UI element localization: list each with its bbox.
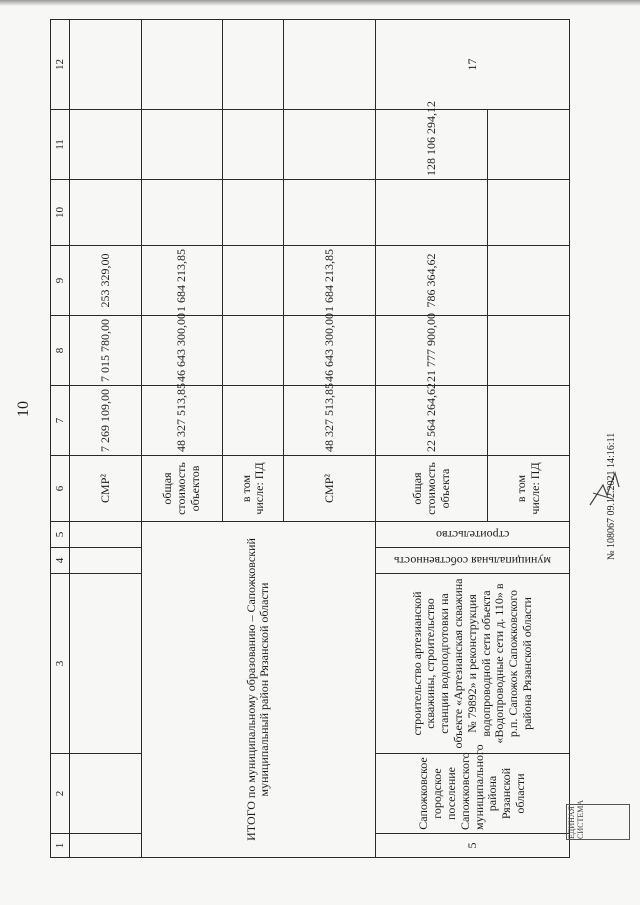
col-number: 2: [51, 754, 70, 834]
cell-value: 21 777 900,00: [376, 316, 488, 386]
cell-value: [70, 20, 141, 110]
col-number: 9: [51, 246, 70, 316]
cell-value: [284, 20, 376, 110]
cell-value: 7 269 109,00: [70, 386, 141, 456]
budget-table: [50, 19, 570, 858]
cell-value: [141, 180, 223, 246]
cell-value: 48 327 513,85: [284, 386, 376, 456]
cell-value: [488, 316, 570, 386]
cell-value: [223, 246, 284, 316]
table-row: [376, 20, 488, 858]
col-number: 5: [51, 522, 70, 548]
cell-value: [223, 386, 284, 456]
document-footer: № 108067 09.12.2021 14:16:11: [606, 432, 617, 560]
cell-value: [141, 110, 223, 180]
col-number: 3: [51, 574, 70, 754]
municipality-cell: Сапожковское городское поселение Сапожковского муниципального района Рязанской области: [376, 754, 570, 834]
cell-value: 48 327 513,85: [141, 386, 223, 456]
scan-edge: [0, 0, 640, 6]
cell-type: общая стоимость объектов: [141, 456, 223, 522]
cell-type: в том числе: ПД: [223, 456, 284, 522]
cell-value: 17: [376, 20, 570, 110]
cell-value: 22 564 264,62: [376, 386, 488, 456]
cell-type: СМР²: [70, 456, 141, 522]
cell-value: [284, 110, 376, 180]
cell-value: [376, 180, 488, 246]
col-number: 1: [51, 834, 70, 858]
cell-value: 1 684 213,85: [284, 246, 376, 316]
row-number: 5: [376, 834, 570, 858]
cell-value: 46 643 300,00: [141, 316, 223, 386]
cell-type: СМР²: [284, 456, 376, 522]
cell-value: [488, 386, 570, 456]
cell-value: [284, 180, 376, 246]
col-number: 11: [51, 110, 70, 180]
cell-value: [141, 20, 223, 110]
registry-stamp: [566, 799, 630, 840]
signature-mark: [585, 465, 625, 515]
work-type-cell: [376, 522, 570, 548]
col-number: 4: [51, 548, 70, 574]
work-type-text: строительство: [435, 528, 510, 543]
ownership-cell: [376, 548, 570, 574]
ownership-text: муниципальная собственность: [394, 554, 552, 569]
rotated-sheet: [50, 30, 570, 858]
cell-value: [223, 180, 284, 246]
col-number: 10: [51, 180, 70, 246]
page-number: 10: [15, 401, 32, 417]
col-number: 8: [51, 316, 70, 386]
cell-value: 253 329,00: [70, 246, 141, 316]
table-row: [141, 20, 223, 858]
cell-value: 1 684 213,85: [141, 246, 223, 316]
cell-value: 786 364,62: [376, 246, 488, 316]
cell-value: [70, 110, 141, 180]
stamp-text: ЕДИНАЯ СИСТЕМА: [567, 799, 585, 839]
col-number: 7: [51, 386, 70, 456]
cell-value: [223, 110, 284, 180]
cell-value: [488, 110, 570, 180]
cell-value: [223, 316, 284, 386]
cell-value: [70, 180, 141, 246]
cell-value: 7 015 780,00: [70, 316, 141, 386]
col-number: 6: [51, 456, 70, 522]
cell-type: общая стоимость объекта: [376, 456, 488, 522]
itogo-label: ИТОГО по муниципальному образованию – Сапожковский муниципальный район Рязанской области: [141, 522, 376, 858]
cell-value: [223, 20, 284, 110]
cell-value: 128 106 294,12: [376, 110, 488, 180]
cell-value: [488, 246, 570, 316]
cell-value: 46 643 300,00: [284, 316, 376, 386]
object-cell: строительство артезианской скважины, строительство станции водоподготовки на объекте «Артезианская скважина № 79892» и реконструкция водопроводной сети объекта «Водопроводные сети д. 110» в р.п. Сапожок Сапожковского района Рязанской области: [376, 574, 570, 754]
column-number-row: [51, 20, 70, 858]
cell-type: в том числе: ПД: [488, 456, 570, 522]
cell-value: [488, 180, 570, 246]
col-number: 12: [51, 20, 70, 110]
table-row: [70, 20, 141, 858]
